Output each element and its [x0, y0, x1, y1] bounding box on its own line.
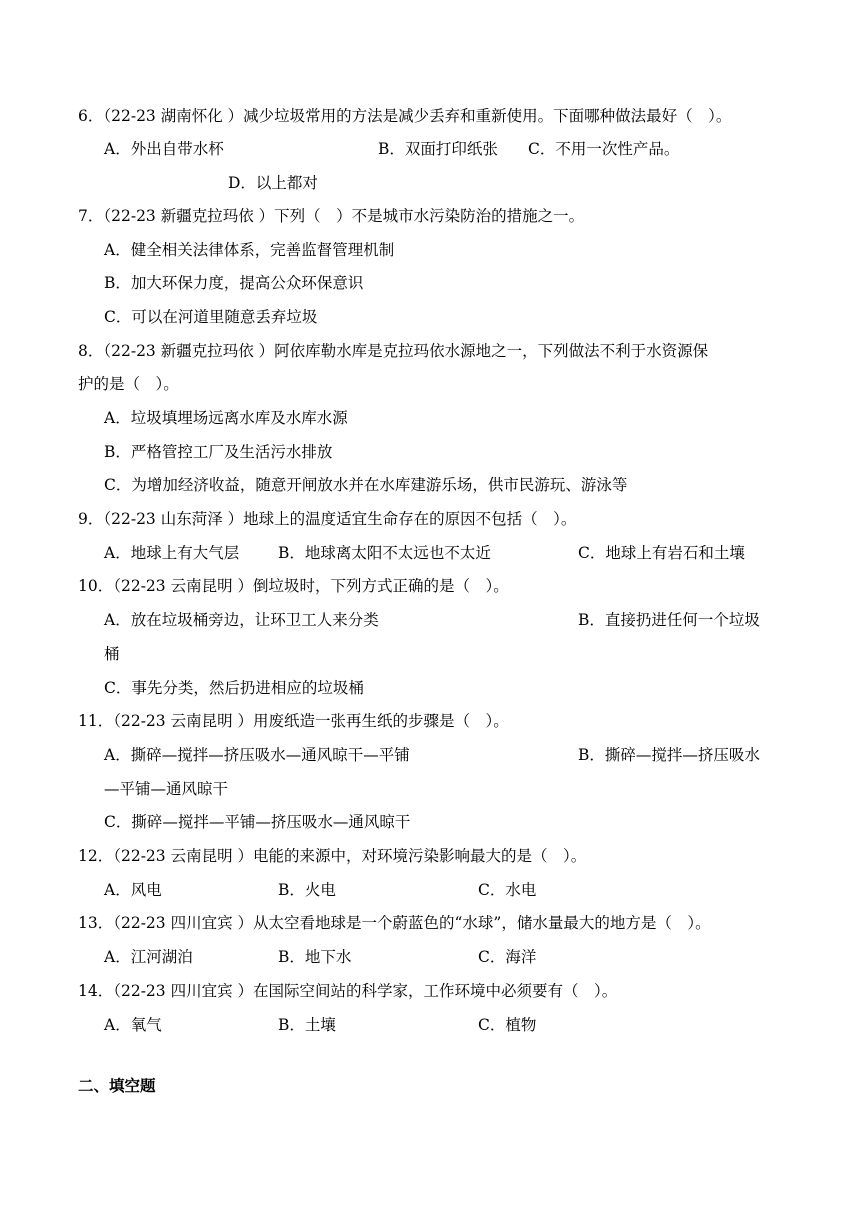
question-9-option-a: A．地球上有大气层 [104, 544, 240, 562]
question-8-stem: 8．（22-23 新疆克拉玛依 ）阿依库勒水库是克拉玛依水源地之一，下列做法不利于水资源保 [78, 342, 709, 360]
question-10-option-c: C．事先分类，然后扔进相应的垃圾桶 [104, 679, 364, 697]
question-6-option-d: D．以上都对 [228, 174, 318, 192]
question-8-option-b: B．严格管控工厂及生活污水排放 [104, 443, 333, 461]
question-13-stem: 13．（22-23 四川宜宾 ）从太空看地球是一个蔚蓝色的“水球”，储水量最大的地方是（ ）。 [78, 914, 711, 932]
question-14-option-c: C．植物 [478, 1016, 537, 1034]
question-6-stem: 6．（22-23 湖南怀化 ）减少垃圾常用的方法是减少丢弃和重新使用。下面哪种做法最好（ ）。 [78, 107, 732, 125]
question-12-stem: 12．（22-23 云南昆明 ）电能的来源中，对环境污染影响最大的是（ ）。 [78, 847, 587, 865]
question-13-option-c: C．海洋 [478, 948, 537, 966]
question-10-option-a: A．放在垃圾桶旁边，让环卫工人来分类 [104, 611, 379, 629]
question-11-option-b: B．撕碎—搅拌—挤压吸水 [578, 746, 760, 764]
question-14-option-a: A．氧气 [104, 1016, 162, 1034]
question-7-option-b: B．加大环保力度，提高公众环保意识 [104, 274, 364, 292]
question-9-option-c: C．地球上有岩石和土壤 [578, 544, 745, 562]
question-7-option-a: A．健全相关法律体系，完善监督管理机制 [104, 241, 395, 259]
question-6-option-b: B．双面打印纸张 [378, 140, 498, 158]
question-12-option-c: C．水电 [478, 881, 537, 899]
question-14-option-b: B．土壤 [278, 1016, 336, 1034]
question-7-stem: 7．（22-23 新疆克拉玛依 ）下列（ ）不是城市水污染防治的措施之一。 [78, 207, 585, 225]
question-11-option-c: C．撕碎—搅拌—平铺—挤压吸水—通风晾干 [104, 813, 411, 831]
question-14-stem: 14．（22-23 四川宜宾 ）在国际空间站的科学家，工作环境中必须要有（ ）。 [78, 982, 618, 1000]
question-13-option-b: B．地下水 [278, 948, 352, 966]
section-heading-fill-in-blank: 二、填空题 [78, 1077, 156, 1095]
question-11-option-b-continued: —平铺—通风晾干 [104, 780, 229, 798]
question-8-option-c: C．为增加经济收益，随意开闸放水并在水库建游乐场，供市民游玩、游泳等 [104, 476, 628, 494]
question-7-option-c: C．可以在河道里随意丢弃垃圾 [104, 308, 318, 326]
question-12-option-b: B．火电 [278, 881, 336, 899]
question-10-option-b: B．直接扔进任何一个垃圾 [578, 611, 760, 629]
question-10-option-b-continued: 桶 [104, 645, 120, 663]
question-11-stem: 11．（22-23 云南昆明 ）用废纸造一张再生纸的步骤是（ ）。 [78, 712, 509, 730]
question-9-stem: 9．（22-23 山东菏泽 ）地球上的温度适宜生命存在的原因不包括（ ）。 [78, 510, 577, 528]
question-11-option-a: A．撕碎—搅拌—挤压吸水—通风晾干—平铺 [104, 746, 410, 764]
question-9-option-b: B．地球离太阳不太远也不太近 [278, 544, 491, 562]
question-13-option-a: A．江河湖泊 [104, 948, 193, 966]
question-8-option-a: A．垃圾填埋场远离水库及水库水源 [104, 409, 348, 427]
question-10-stem: 10．（22-23 云南昆明 ）倒垃圾时，下列方式正确的是（ ）。 [78, 577, 509, 595]
question-8-stem-continued: 护的是（ ）。 [78, 375, 179, 393]
question-12-option-a: A．风电 [104, 881, 162, 899]
question-6-option-c: C．不用一次性产品。 [528, 140, 680, 158]
question-6-option-a: A．外出自带水杯 [104, 140, 224, 158]
